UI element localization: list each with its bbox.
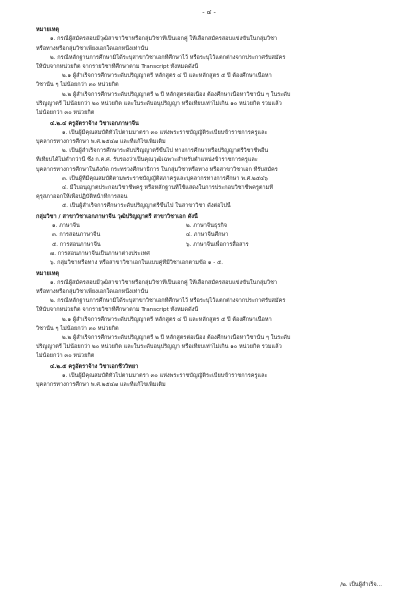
continuation-note: /๒. เป็นผู้สำเร็จ... — [340, 581, 382, 588]
subject-list-row — [36, 231, 382, 240]
text-line: ไม่น้อยกว่า ๓๐ หน่วยกิต — [36, 109, 95, 116]
section-heading: ๔.๒.๔ ครูอัตราจ้าง วิชาเอกภาษาจีน — [50, 120, 139, 127]
subject-list-row — [36, 241, 382, 250]
page-number: - ๔ - — [202, 8, 216, 16]
text-line: ที่เทียบได้ไม่ต่ำกว่านี้ ซึ่ง ก.ค.ศ. รับรองว่าเป็นคุณวุฒิเฉพาะสำหรับตำแหน่งข้าราชการครูและ — [36, 157, 258, 164]
text-line: ให้นับจากหน่วยกิต จากรายวิชาที่ศึกษาตาม Transcript ทั้งหมดดังนี้ — [36, 63, 199, 70]
text-line: ให้นับจากหน่วยกิต จากรายวิชาที่ศึกษาตาม Transcript ทั้งหมดดังนี้ — [36, 307, 199, 314]
text-line: ปริญญาตรี ไม่น้อยกว่า ๒๐ หน่วยกิต และในระดับอนุปริญญา หรือเทียบเท่าไม่เกิน ๑๐ หน่วยกิต รวมแล้ว — [36, 100, 282, 107]
text-line: ปริญญาตรี ไม่น้อยกว่า ๒๐ หน่วยกิต และในระดับอนุปริญญา หรือเทียบเท่าไม่เกิน ๑๐ หน่วยกิต รวมแล้ว — [36, 344, 282, 351]
text-line: วิชานั้น ๆ ไม่น้อยกว่า ๓๐ หน่วยกิต — [36, 325, 119, 332]
text-line: ๒.๒ ผู้สำเร็จการศึกษาระดับปริญญาตรี ๒ ปี หลักสูตรต่อเนื่อง ต้องศึกษาเนื้อหาวิชานั้น ๆ ในระดับ — [62, 91, 291, 98]
section-heading: กลุ่มวิชา / สาขาวิชาเอกภาษาจีน วุฒิปริญญาตรี สาขาวิชาเอก ดังนี้ — [36, 213, 198, 220]
text-line: หรือทางหรือกลุ่มวิชาเพียงเอกใดเอกหนึ่งเท่านั้น — [36, 288, 149, 295]
section-heading: หมายเหตุ — [36, 27, 60, 34]
text-line: ๔. มีใบอนุญาตประกอบวิชาชีพครู หรือหลักฐานที่ใช้แสดงในการประกอบวิชาชีพครูตามที่ — [62, 184, 274, 191]
text-line: บุคลากรทางการศึกษา พ.ศ.๒๕๔๗ และที่แก้ไขเพิ่มเติม — [36, 138, 166, 145]
section-heading: หมายเหตุ — [36, 270, 60, 277]
subject-item: ๑. ภาษาจีน — [52, 223, 80, 230]
subject-list-row — [36, 222, 382, 231]
subject-item: ๒. ภาษาจีนธุรกิจ — [186, 223, 228, 230]
subject-item: ๖. ภาษาจีนเพื่อการสื่อสาร — [186, 241, 249, 248]
text-line: ๓. เป็นผู้ที่มีคุณสมบัติตามพระราชบัญญัติสภาครูและบุคลากรทางการศึกษา พ.ศ.๒๕๔๖ — [62, 175, 268, 182]
document-body — [36, 26, 382, 390]
text-line: ๕. เป็นผู้สำเร็จการศึกษาระดับปริญญาตรีขึ้นไป ในสาขาวิชา ดังต่อไปนี้ — [62, 203, 231, 210]
text-line: ๑. กรณีผู้สมัครสอบมีวุฒิสาขาวิชาหรือกลุ่มวิชาที่เป็นเอกคู่ ให้เลือกสมัครสอบแข่งขันในกลุ่มวิชา — [50, 36, 278, 43]
text-line: ๑. เป็นผู้มีคุณสมบัติทั่วไปตามมาตรา ๓๐ แห่งพระราชบัญญัติระเบียบข้าราชการครูและ — [62, 129, 268, 136]
text-line: วิชานั้น ๆ ไม่น้อยกว่า ๓๐ หน่วยกิต — [36, 82, 119, 89]
section-heading: ๔.๒.๕ ครูอัตราจ้าง วิชาเอกชีววิทยา — [50, 363, 139, 370]
text-line: ๒.๒ ผู้สำเร็จการศึกษาระดับปริญญาตรี ๒ ปี หลักสูตรต่อเนื่อง ต้องศึกษาเนื้อหาวิชานั้น ๆ ในระดับ — [62, 334, 291, 341]
text-line: ไม่น้อยกว่า ๓๐ หน่วยกิต — [36, 353, 95, 360]
subject-item: ๓. การสอนภาษาจีน — [52, 232, 101, 239]
text-line: ๖. กลุ่มวิชาหรือทาง หรือสาขาวิชาเอกในแบบคู่ที่มีวิชาเอกตามข้อ ๑ - ๕. — [50, 259, 224, 266]
text-line: หรือทางหรือกลุ่มวิชาเพียงเอกใดเอกหนึ่งเท่านั้น — [36, 45, 149, 52]
text-line: ๗. การสอนภาษาจีนเป็นภาษาต่างประเทศ — [50, 250, 150, 257]
text-line: ๒. กรณีหลักฐานการศึกษามิได้ระบุสาขาวิชาเอกที่ศึกษาไว้ หรือระบุไว้แตกต่างจากประกาศรับสมัคร — [50, 54, 286, 61]
text-line: บุคลากรทางการศึกษา พ.ศ.๒๕๔๗ และที่แก้ไขเพิ่มเติม — [36, 382, 166, 389]
subject-item: ๕. การสอนภาษาจีน — [52, 241, 101, 248]
text-line: บุคลากรทางการศึกษาในสังกัด กระทรวงศึกษาธิการ ในกลุ่มวิชาหรือทาง หรือสาขาวิชาเอก ที่รับสมัคร — [36, 166, 278, 173]
text-line: ๑. เป็นผู้มีคุณสมบัติทั่วไปตามมาตรา ๓๐ แห่งพระราชบัญญัติระเบียบข้าราชการครูและ — [62, 373, 268, 380]
text-line: ๒. กรณีหลักฐานการศึกษามิได้ระบุสาขาวิชาเอกที่ศึกษาไว้ หรือระบุไว้แตกต่างจากประกาศรับสมัคร — [50, 298, 286, 305]
text-line: ๒.๑ ผู้สำเร็จการศึกษาระดับปริญญาตรี หลักสูตร ๔ ปี และหลักสูตร ๕ ปี ต้องศึกษาเนื้อหา — [62, 316, 272, 323]
text-line: คุรุสภาออกให้เพื่อปฏิบัติหน้าที่การสอน — [36, 194, 128, 201]
subject-item: ๔. ภาษาจีนศึกษา — [186, 232, 229, 239]
text-line: ๒. เป็นผู้สำเร็จการศึกษาระดับปริญญาตรีขึ้นไป ทางการศึกษาหรือปริญญาตรีวิชาชีพอื่น — [62, 148, 269, 155]
text-line: ๑. กรณีผู้สมัครสอบมีวุฒิสาขาวิชาหรือกลุ่มวิชาที่เป็นเอกคู่ ให้เลือกสมัครสอบแข่งขันในกลุ่มวิชา — [50, 279, 278, 286]
text-line: ๒.๑ ผู้สำเร็จการศึกษาระดับปริญญาตรี หลักสูตร ๔ ปี และหลักสูตร ๕ ปี ต้องศึกษาเนื้อหา — [62, 73, 272, 80]
